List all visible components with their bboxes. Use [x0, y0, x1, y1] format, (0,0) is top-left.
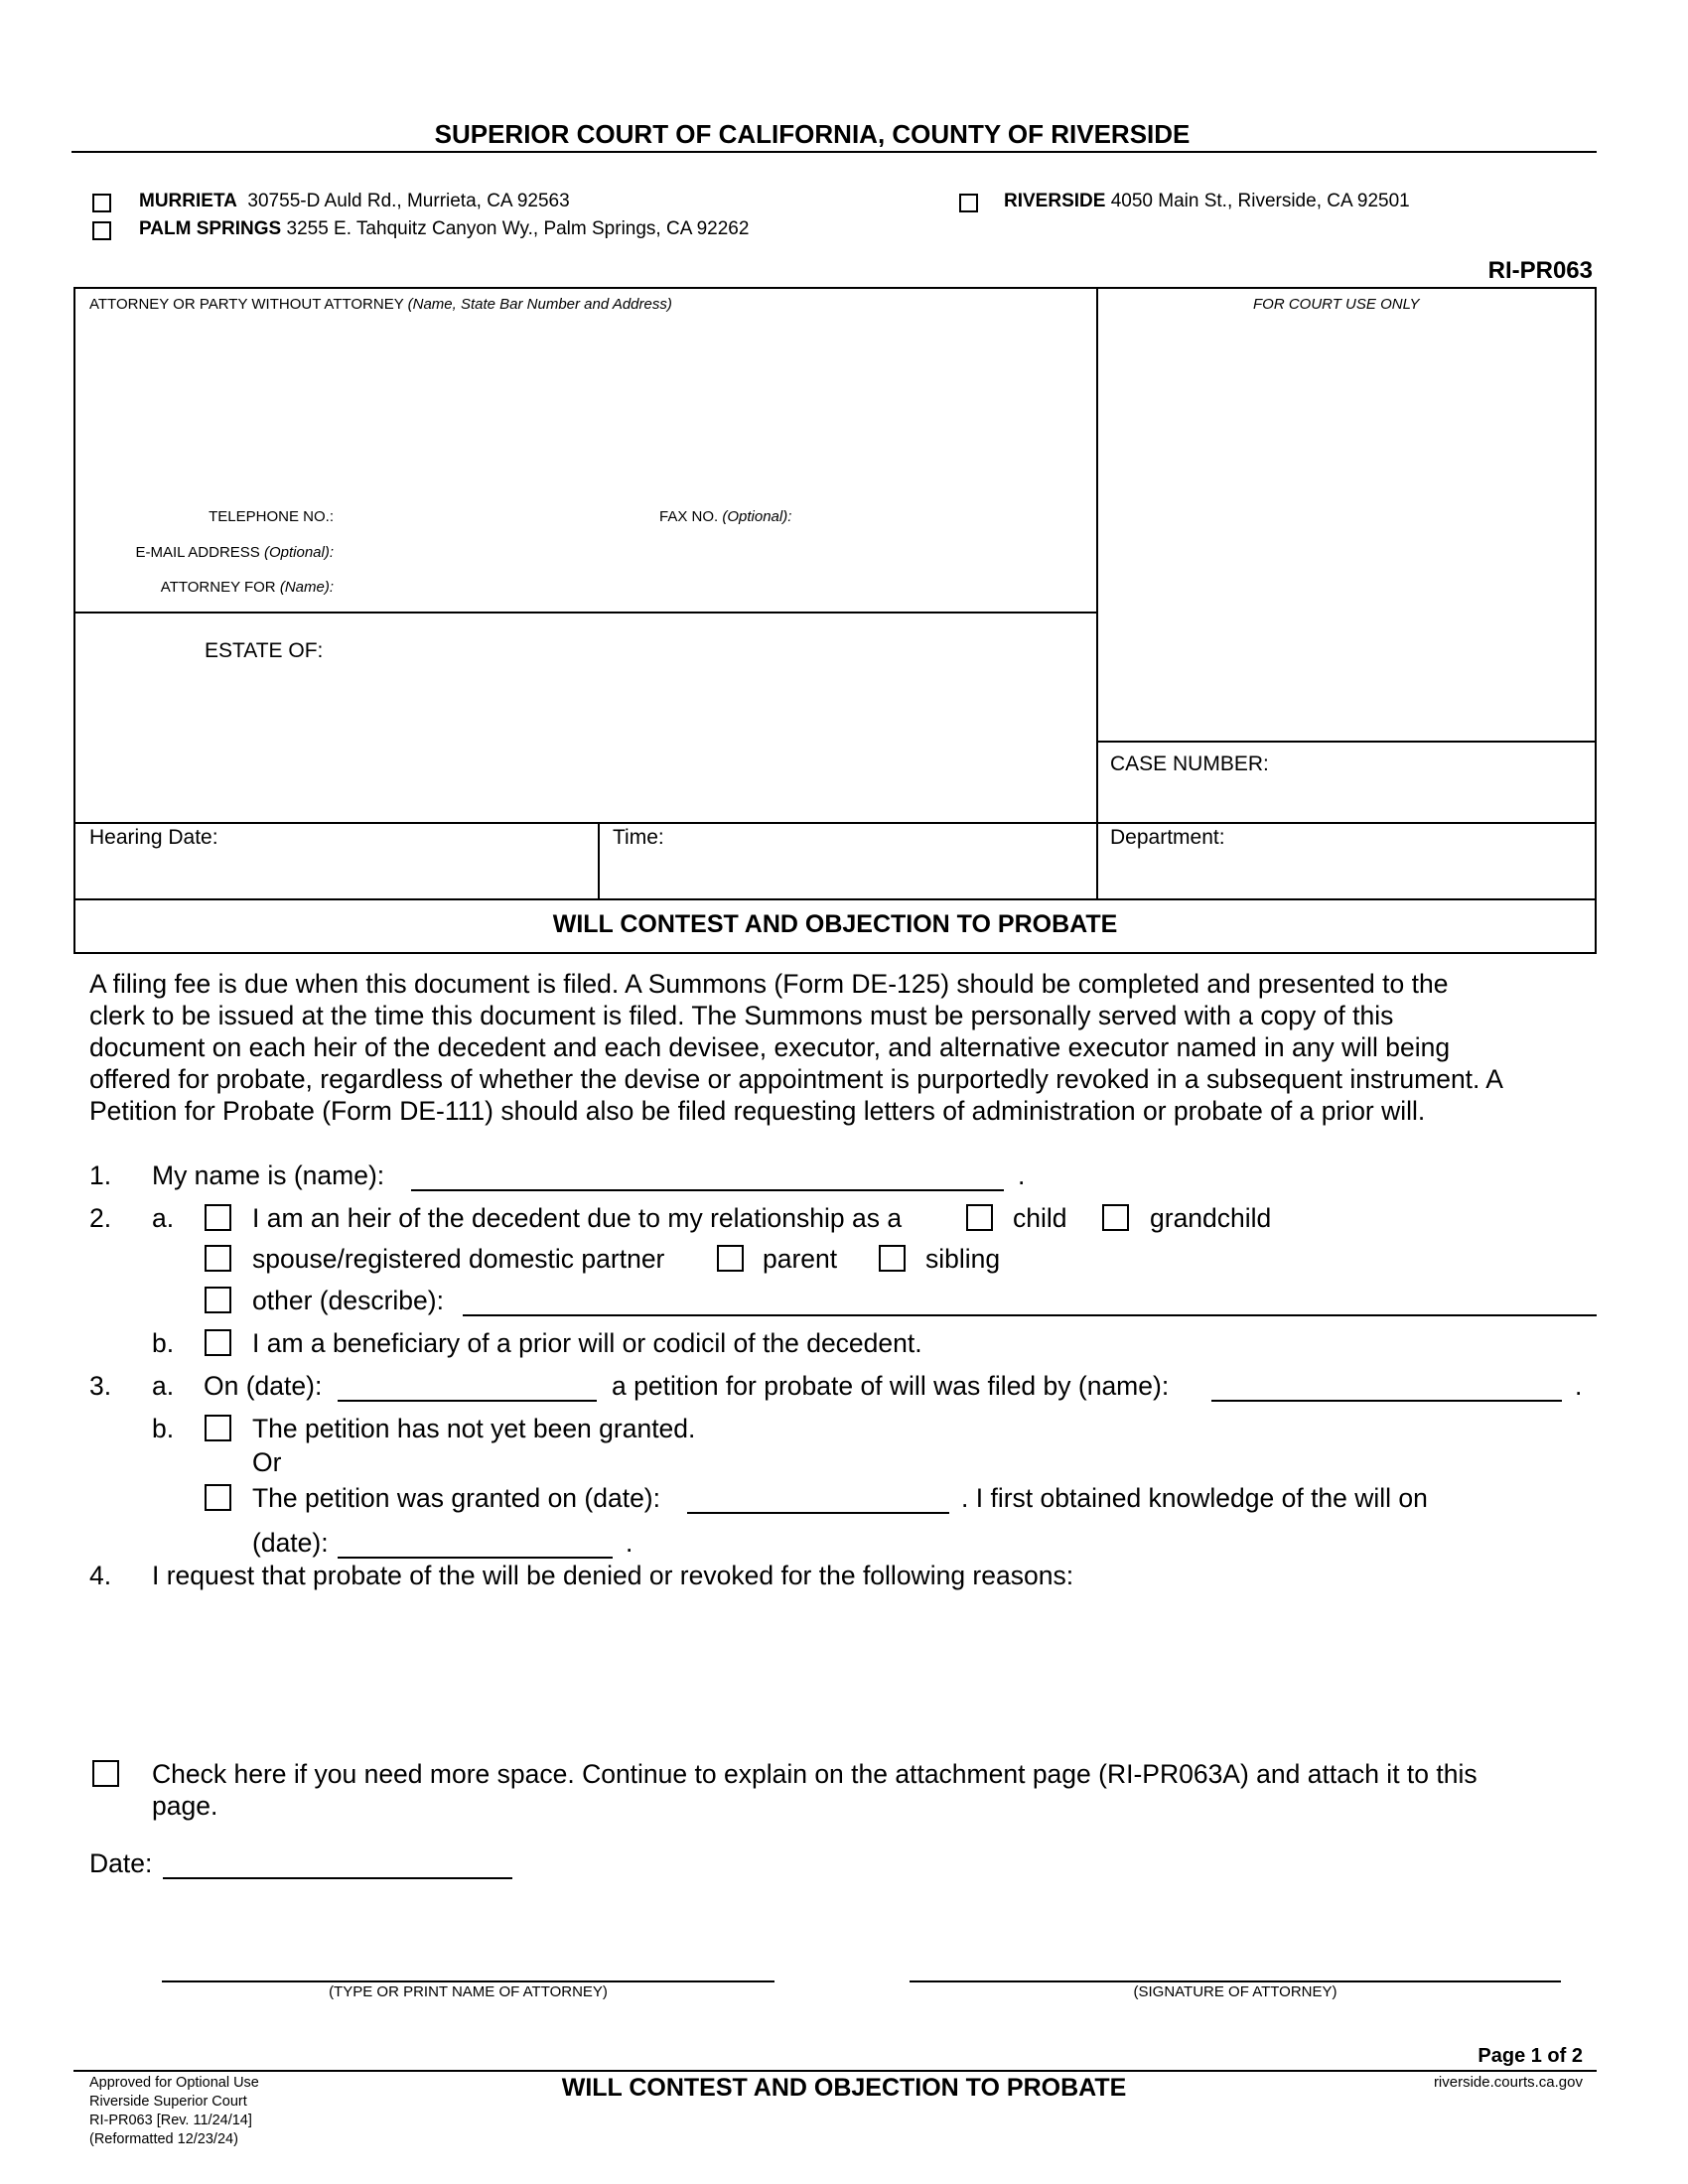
checkbox-child[interactable]	[966, 1204, 993, 1231]
item-2b-letter: b.	[152, 1328, 175, 1358]
attorney-print-name-field[interactable]	[162, 1951, 774, 1982]
fax-field[interactable]	[814, 501, 1082, 529]
print-name-caption: (TYPE OR PRINT NAME OF ATTORNEY)	[329, 1983, 608, 2000]
request-label: I request that probate of the will be denied or revoked for the following reasons:	[152, 1561, 1074, 1590]
first-knowledge-label: . I first obtained knowledge of the will on	[961, 1483, 1428, 1513]
hearing-divider	[598, 822, 600, 898]
or-label: Or	[252, 1447, 282, 1477]
hearing-row-top	[73, 822, 1597, 824]
more-space-line-1: Check here if you need more space. Continue to explain on the attachment page (RI-PR063A) and attach it to this	[152, 1759, 1477, 1789]
item-3b-period: .	[626, 1528, 633, 1558]
court-title: SUPERIOR COURT OF CALIFORNIA, COUNTY OF RIVERSIDE	[434, 119, 1191, 149]
not-granted-label: The petition has not yet been granted.	[252, 1414, 696, 1443]
telephone-label: TELEPHONE NO.:	[209, 508, 334, 525]
page-number: Page 1 of 2	[1477, 2045, 1583, 2067]
title-row-top	[73, 898, 1597, 900]
granted-on-label: The petition was granted on (date):	[252, 1483, 660, 1513]
heir-label: I am an heir of the decedent due to my relationship as a	[252, 1203, 903, 1233]
more-space-line-2: page.	[152, 1791, 218, 1821]
header-rule	[71, 151, 1597, 153]
intro-line-4: offered for probate, regardless of whether the devise or appointment is purportedly revoked in a subsequent instrument. A	[89, 1064, 1503, 1094]
date-label: Date:	[89, 1848, 153, 1878]
case-number-label: CASE NUMBER:	[1110, 752, 1269, 775]
spouse-label: spouse/registered domestic partner	[252, 1244, 665, 1274]
checkbox-riverside[interactable]	[959, 194, 978, 212]
checkbox-granted[interactable]	[205, 1484, 231, 1511]
petitioner-name-field[interactable]	[1211, 1370, 1562, 1402]
location-murrieta: MURRIETA 30755-D Auld Rd., Murrieta, CA 92563	[139, 191, 570, 211]
intro-line-3: document on each heir of the decedent and each devisee, executor, and alternative executor named in any will being	[89, 1032, 1451, 1062]
footer-rule	[73, 2070, 1597, 2072]
hearing-date-label: Hearing Date:	[89, 826, 218, 849]
checkbox-murrieta[interactable]	[92, 194, 111, 212]
court-use-bottom	[1096, 741, 1597, 743]
fax-label: FAX NO. (Optional):	[659, 508, 792, 525]
reasons-field[interactable]	[152, 1600, 1592, 1749]
item-3-number: 3.	[89, 1371, 112, 1401]
item-1-number: 1.	[89, 1160, 112, 1190]
item-2a-letter: a.	[152, 1203, 175, 1233]
attorney-label: ATTORNEY OR PARTY WITHOUT ATTORNEY (Name, State Bar Number and Address)	[89, 296, 672, 313]
approved-line-1: Approved for Optional Use	[89, 2075, 259, 2091]
signature-caption: (SIGNATURE OF ATTORNEY)	[1133, 1983, 1337, 2000]
other-label: other (describe):	[252, 1286, 444, 1315]
approved-line-2: Riverside Superior Court	[89, 2094, 247, 2110]
petition-date-field[interactable]	[338, 1370, 597, 1402]
estate-of-field[interactable]	[338, 635, 1082, 804]
checkbox-heir[interactable]	[205, 1204, 231, 1231]
date-field[interactable]	[163, 1847, 512, 1879]
item-2-number: 2.	[89, 1203, 112, 1233]
attorney-block-bottom	[73, 612, 1096, 614]
attorney-signature-field[interactable]	[910, 1951, 1561, 1982]
telephone-field[interactable]	[338, 501, 635, 529]
beneficiary-label: I am a beneficiary of a prior will or codicil of the decedent.	[252, 1328, 922, 1358]
intro-line-1: A filing fee is due when this document is filed. A Summons (Form DE-125) should be completed and presented to the	[89, 969, 1449, 999]
parent-label: parent	[763, 1244, 838, 1274]
attorney-for-label: ATTORNEY FOR (Name):	[160, 579, 334, 596]
item-3b-letter: b.	[152, 1414, 175, 1443]
sibling-label: sibling	[925, 1244, 1001, 1274]
knowledge-date-field[interactable]	[338, 1527, 613, 1559]
caption-divider	[1096, 287, 1098, 898]
petition-filed-by-label: a petition for probate of will was filed by (name):	[612, 1371, 1170, 1401]
checkbox-other[interactable]	[205, 1287, 231, 1313]
location-riverside: RIVERSIDE 4050 Main St., Riverside, CA 92501	[1004, 191, 1410, 211]
email-label: E-MAIL ADDRESS (Optional):	[135, 544, 334, 561]
checkbox-grandchild[interactable]	[1102, 1204, 1129, 1231]
case-number-field[interactable]	[1110, 784, 1577, 814]
granted-date-field[interactable]	[687, 1482, 949, 1514]
email-field[interactable]	[338, 537, 1082, 565]
my-name-field[interactable]	[411, 1160, 1004, 1191]
checkbox-spouse[interactable]	[205, 1245, 231, 1272]
intro-line-2: clerk to be issued at the time this document is filed. The Summons must be personally served with a copy of this	[89, 1001, 1394, 1030]
intro-line-5: Petition for Probate (Form DE-111) should also be filed requesting letters of administration or probate of a prior will.	[89, 1096, 1426, 1126]
other-describe-field[interactable]	[463, 1285, 1597, 1316]
department-label: Department:	[1110, 826, 1225, 849]
on-date-label: On (date):	[204, 1371, 323, 1401]
item-4-number: 4.	[89, 1561, 112, 1590]
location-palm-springs: PALM SPRINGS 3255 E. Tahquitz Canyon Wy., Palm Springs, CA 92262	[139, 218, 750, 239]
checkbox-beneficiary[interactable]	[205, 1329, 231, 1356]
grandchild-label: grandchild	[1150, 1203, 1272, 1233]
item-1-period: .	[1018, 1160, 1026, 1190]
court-use-label: FOR COURT USE ONLY	[1253, 296, 1420, 313]
checkbox-sibling[interactable]	[879, 1245, 906, 1272]
checkbox-more-space[interactable]	[92, 1760, 119, 1787]
approved-line-4: (Reformatted 12/23/24)	[89, 2131, 238, 2147]
footer-website[interactable]: riverside.courts.ca.gov	[1433, 2074, 1583, 2091]
approved-block	[89, 2074, 259, 2149]
form-title: WILL CONTEST AND OBJECTION TO PROBATE	[552, 910, 1118, 938]
estate-of-label: ESTATE OF:	[205, 639, 324, 662]
form-id: RI-PR063	[1487, 257, 1593, 284]
approved-line-3: RI-PR063 [Rev. 11/24/14]	[89, 2113, 252, 2128]
checkbox-parent[interactable]	[717, 1245, 744, 1272]
checkbox-palm-springs[interactable]	[92, 221, 111, 240]
attorney-name-address-field[interactable]	[89, 323, 1082, 501]
checkbox-not-granted[interactable]	[205, 1415, 231, 1441]
time-label: Time:	[613, 826, 664, 849]
my-name-label: My name is (name):	[152, 1160, 385, 1190]
attorney-for-field[interactable]	[338, 572, 1082, 600]
knowledge-date-label: (date):	[252, 1528, 329, 1558]
item-3a-period: .	[1575, 1371, 1583, 1401]
footer-title: WILL CONTEST AND OBJECTION TO PROBATE	[561, 2074, 1127, 2102]
item-3a-letter: a.	[152, 1371, 175, 1401]
child-label: child	[1013, 1203, 1067, 1233]
